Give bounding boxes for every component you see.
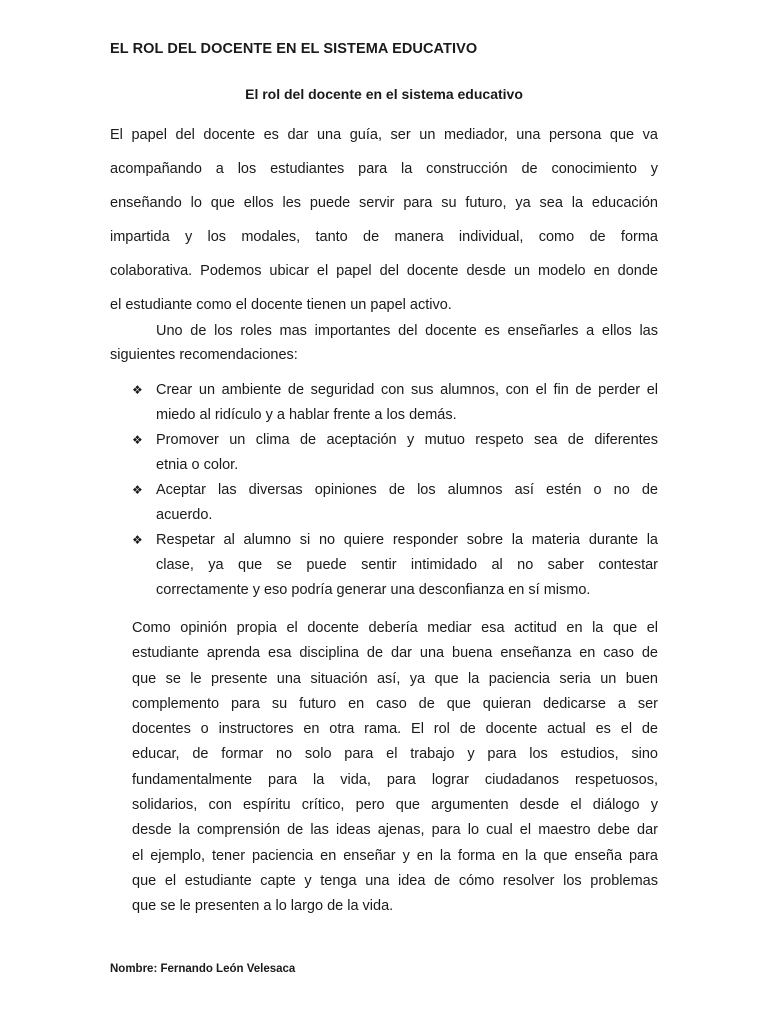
paragraph-line: que se le presenten a lo largo de la vida. <box>132 898 394 915</box>
list-item <box>132 478 658 528</box>
paragraph-line: acompañando a los estudiantes para la construcción de conocimiento y <box>110 161 658 177</box>
list-item <box>132 378 658 428</box>
list-item-line: clase, ya que se puede sentir intimidado al no saber contestar <box>156 557 658 573</box>
paragraph-line: solidarios, con espíritu crítico, pero que argumenten desde el diálogo y <box>132 797 658 814</box>
list-item-line: Respetar al alumno si no quiere responder sobre la materia durante la <box>156 532 658 548</box>
list-item-line: etnia o color. <box>156 457 239 473</box>
diamond-bullet-icon: ❖ <box>132 433 143 447</box>
diamond-bullet-icon: ❖ <box>132 533 143 547</box>
paragraph-line: estudiante aprenda esa disciplina de dar una buena enseñanza en caso de <box>132 645 658 662</box>
document-title: El rol del docente en el sistema educativo <box>245 86 523 102</box>
paragraph-line: siguientes recomendaciones: <box>110 347 298 363</box>
paragraph-line: colaborativa. Podemos ubicar el papel del docente desde un modelo en donde <box>110 263 658 279</box>
paragraph-line: impartida y los modales, tanto de manera individual, como de forma <box>110 229 658 245</box>
list-item <box>132 428 658 478</box>
paragraph-line: complemento para su futuro en caso de que quieran dedicarse a ser <box>132 695 658 712</box>
list-item-line: Promover un clima de aceptación y mutuo respeto sea de diferentes <box>156 432 658 448</box>
author-name: Nombre: Fernando León Velesaca <box>110 963 296 975</box>
paragraph-line: que el estudiante capte y tenga una idea de cómo resolver los problemas <box>132 872 658 889</box>
list-item-line: miedo al ridículo y a hablar frente a los demás. <box>156 407 457 423</box>
paragraph-line: enseñando lo que ellos les puede servir para su futuro, ya sea la educación <box>110 195 658 211</box>
list-item-line: acuerdo. <box>156 507 213 523</box>
paragraph-line: educar, de formar no solo para el trabajo y para los estudios, sino <box>132 746 658 763</box>
paragraph-line: docentes o instructores en otra rama. El rol de docente actual es el de <box>132 721 658 738</box>
paragraph-line: El papel del docente es dar una guía, ser un mediador, una persona que va <box>110 127 658 143</box>
paragraph-line: Como opinión propia el docente debería mediar esa actitud en la que el <box>132 620 658 636</box>
paragraph-opinion <box>132 616 658 920</box>
paragraph-line: que se le presente una situación así, ya que la paciencia seria un buen <box>132 670 658 687</box>
list-item <box>132 528 658 603</box>
paragraph-roles <box>110 319 658 367</box>
recommendations-list <box>132 378 658 603</box>
paragraph-line: el estudiante como el docente tienen un papel activo. <box>110 297 452 313</box>
paragraph-line: desde la comprensión de las ideas ajenas, para lo cual el maestro debe dar <box>132 822 658 839</box>
paragraph-intro <box>110 118 658 322</box>
paragraph-line: Uno de los roles mas importantes del docente es enseñarles a ellos las <box>156 323 658 339</box>
list-item-line: correctamente y eso podría generar una desconfianza en sí mismo. <box>156 582 591 598</box>
list-item-line: Crear un ambiente de seguridad con sus alumnos, con el fin de perder el <box>156 382 658 398</box>
list-item-line: Aceptar las diversas opiniones de los alumnos así estén o no de <box>156 482 658 498</box>
diamond-bullet-icon: ❖ <box>132 383 143 397</box>
diamond-bullet-icon: ❖ <box>132 483 143 497</box>
paragraph-line: el ejemplo, tener paciencia en enseñar y en la forma en la que enseña para <box>132 847 658 864</box>
paragraph-line: fundamentalmente para la vida, para lograr ciudadanos respetuosos, <box>132 771 658 788</box>
page-header-title: EL ROL DEL DOCENTE EN EL SISTEMA EDUCATIVO <box>110 41 478 57</box>
